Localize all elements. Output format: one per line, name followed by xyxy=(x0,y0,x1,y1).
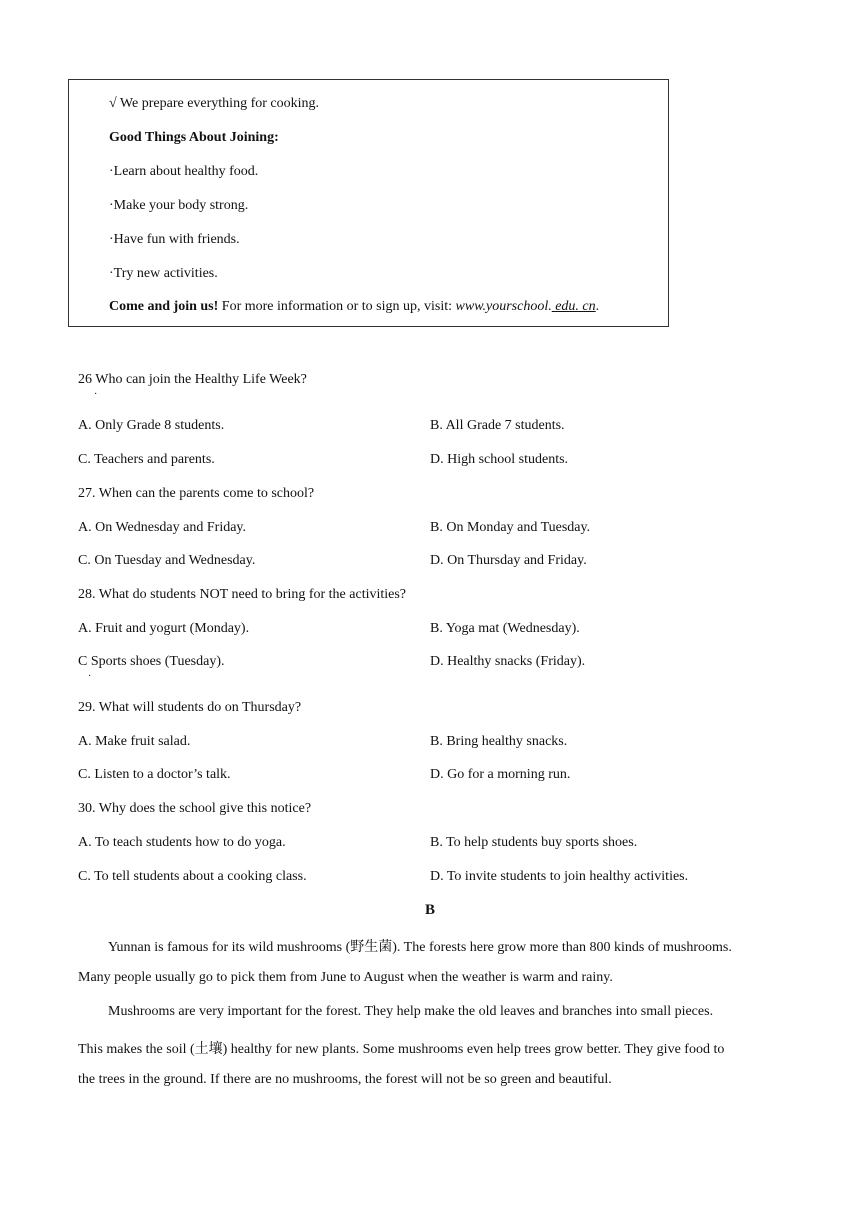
notice-url-end: . xyxy=(595,299,600,314)
notice-benefit-item: ·Try new activities. xyxy=(109,266,218,281)
passage-line: Many people usually go to pick them from June to August when the weather is warm and rainy. xyxy=(78,970,613,985)
stray-dot-mark: · xyxy=(88,671,92,682)
notice-benefit-item: ·Have fun with friends. xyxy=(109,232,240,247)
notice-benefit-item: ·Learn about healthy food. xyxy=(109,164,259,179)
question-30-stem: 30. Why does the school give this notice? xyxy=(78,801,312,816)
notice-url-prefix: www.yourschool. xyxy=(455,299,552,314)
question-27-option-b: B. On Monday and Tuesday. xyxy=(430,520,591,535)
question-29-option-a: A. Make fruit salad. xyxy=(78,734,191,749)
notice-cta-bold: Come and join us! xyxy=(109,299,219,314)
question-30-option-a: A. To teach students how to do yoga. xyxy=(78,835,286,850)
section-heading: B xyxy=(424,902,435,918)
question-27-option-c: C. On Tuesday and Wednesday. xyxy=(78,553,256,568)
notice-benefits-heading: Good Things About Joining: xyxy=(109,130,279,145)
question-26-option-b: B. All Grade 7 students. xyxy=(430,418,565,433)
question-29-option-d: D. Go for a morning run. xyxy=(430,767,571,782)
question-26-option-d: D. High school students. xyxy=(430,452,569,467)
passage-line: Yunnan is famous for its wild mushrooms (野生菌). The forests here grow more than 800 kinds of mushrooms. xyxy=(108,940,732,955)
question-26-option-a: A. Only Grade 8 students. xyxy=(78,418,225,433)
notice-cta-line xyxy=(109,299,599,315)
question-26-stem: 26 Who can join the Healthy Life Week? xyxy=(78,372,307,387)
question-26-option-c: C. Teachers and parents. xyxy=(78,452,215,467)
question-29-option-b: B. Bring healthy snacks. xyxy=(430,734,568,749)
question-30-option-c: C. To tell students about a cooking class. xyxy=(78,869,307,884)
question-27-option-a: A. On Wednesday and Friday. xyxy=(78,520,247,535)
question-29-stem: 29. What will students do on Thursday? xyxy=(78,700,302,715)
stray-dot-mark: · xyxy=(94,389,98,400)
notice-cta-text: For more information or to sign up, visit: xyxy=(218,299,456,314)
question-28-option-c: C Sports shoes (Tuesday). xyxy=(78,654,225,669)
question-28-stem: 28. What do students NOT need to bring for the activities? xyxy=(78,587,407,602)
passage-line: This makes the soil (土壤) healthy for new plants. Some mushrooms even help trees grow better. They give food to xyxy=(78,1042,725,1057)
question-27-stem: 27. When can the parents come to school? xyxy=(78,486,315,501)
question-28-option-b: B. Yoga mat (Wednesday). xyxy=(430,621,580,636)
question-27-option-d: D. On Thursday and Friday. xyxy=(430,553,587,568)
question-28-option-a: A. Fruit and yogurt (Monday). xyxy=(78,621,250,636)
notice-benefit-item: ·Make your body strong. xyxy=(109,198,249,213)
passage-line: the trees in the ground. If there are no mushrooms, the forest will not be so green and beautiful. xyxy=(78,1072,612,1087)
notice-url-domain: edu. cn xyxy=(551,299,596,314)
question-30-option-d: D. To invite students to join healthy activities. xyxy=(430,869,689,884)
notice-prepare-line: √ We prepare everything for cooking. xyxy=(109,96,319,111)
passage-line: Mushrooms are very important for the forest. They help make the old leaves and branches into small pieces. xyxy=(108,1004,714,1019)
question-30-option-b: B. To help students buy sports shoes. xyxy=(430,835,638,850)
notice-box xyxy=(68,79,669,327)
question-29-option-c: C. Listen to a doctor’s talk. xyxy=(78,767,231,782)
question-28-option-d: D. Healthy snacks (Friday). xyxy=(430,654,586,669)
